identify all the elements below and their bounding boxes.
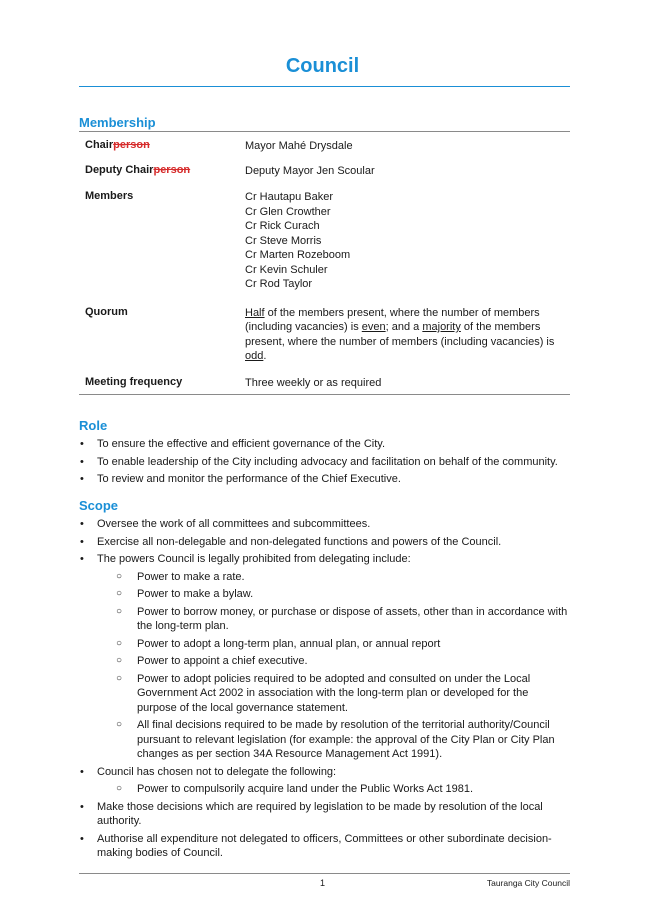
chair-value: Mayor Mahé Drysdale bbox=[245, 132, 570, 159]
member-name: Cr Rick Curach bbox=[245, 220, 320, 232]
list-item: • The powers Council is legally prohibited from delegating include: ○ Power to make a rate. ○ Power to make a bylaw. ○ Power to borrow money, or purchase or dispose of assets, other than in accordance with the long-term plan. ○ Power to adopt a long-term plan, annual plan, or annual report ○ Power to appoint a chief executive. ○ Power to adopt policies required to be adopted and consulted on under the Local Government Act 2002 in association with the long-term plan or developed for the purpose of the local governance statement. ○ All final decisions required to be made by resolution of the territorial authority/Council pursuant to relevant legislation (for example: the approval of the City Plan or City Plan changes as per section 34A Resource Management Act 1991). bbox=[79, 552, 570, 762]
struck-text: person bbox=[113, 139, 150, 151]
title-rule bbox=[79, 86, 570, 87]
sub-list-item: ○ Power to compulsorily acquire land under the Public Works Act 1981. bbox=[116, 783, 474, 795]
page-title: Council bbox=[285, 55, 360, 77]
deputy-chair-row bbox=[79, 158, 570, 184]
sub-list-item: ○ Power to adopt a long-term plan, annual plan, or annual report bbox=[116, 637, 441, 650]
list-item: • Council has chosen not to delegate the following: ○ Power to compulsorily acquire land under the Public Works Act 1981. bbox=[79, 765, 570, 797]
meeting-frequency-row bbox=[79, 373, 570, 395]
sub-list-item: ○ Power to make a rate. bbox=[116, 570, 245, 583]
list-item: • To enable leadership of the City including advocacy and facilitation on behalf of the community. bbox=[80, 455, 558, 468]
footer-rule bbox=[79, 873, 570, 874]
not-delegated-list bbox=[97, 782, 570, 797]
meeting-frequency-label: Meeting frequency bbox=[79, 373, 245, 395]
page-number: 1 bbox=[319, 878, 325, 888]
deputy-chair-value: Deputy Mayor Jen Scoular bbox=[245, 165, 375, 177]
member-name: Cr Rod Taylor bbox=[245, 278, 313, 290]
struck-text: person bbox=[153, 164, 191, 176]
list-item: • Exercise all non-delegable and non-delegated functions and powers of the Council. bbox=[80, 535, 502, 548]
member-name: Cr Steve Morris bbox=[245, 234, 322, 247]
role-list bbox=[79, 437, 570, 490]
sub-list-item: ○ All final decisions required to be made by resolution of the territorial authority/Council pursuant to relevant legislation (for example: the approval of the City Plan or City Plan changes as per section 34A Resource Management Act 1991). bbox=[116, 719, 555, 760]
scope-list bbox=[79, 517, 570, 864]
members-list bbox=[245, 184, 570, 300]
members-label: Members bbox=[85, 190, 134, 202]
list-item: • To review and monitor the performance of the Chief Executive. bbox=[80, 473, 401, 485]
role-heading: Role bbox=[79, 418, 108, 433]
quorum-row bbox=[79, 300, 570, 373]
scope-heading: Scope bbox=[79, 498, 119, 513]
member-name: Cr Hautapu Baker bbox=[245, 191, 334, 203]
prohibited-powers-list bbox=[97, 570, 570, 762]
footer-organisation: Tauranga City Council bbox=[486, 878, 570, 888]
membership-heading: Membership bbox=[79, 115, 156, 130]
quorum-value: Half of the members present, where the number of members (including vacancies) is even; and a majority of the members present, where the number of members (including vacancies) is odd. bbox=[245, 306, 555, 362]
list-item: • To ensure the effective and efficient governance of the City. bbox=[80, 438, 386, 450]
members-row bbox=[79, 184, 570, 300]
member-name: Cr Kevin Schuler bbox=[245, 263, 328, 276]
sub-list-item: ○ Power to borrow money, or purchase or dispose of assets, other than in accordance with the long-term plan. bbox=[116, 605, 568, 632]
member-name: Cr Marten Rozeboom bbox=[245, 249, 351, 261]
list-item: • Make those decisions which are required by legislation to be made by resolution of the local authority. bbox=[80, 800, 543, 827]
list-item: • Oversee the work of all committees and subcommittees. bbox=[80, 518, 371, 530]
quorum-label: Quorum bbox=[85, 305, 128, 318]
member-name: Cr Glen Crowther bbox=[245, 205, 331, 218]
meeting-frequency-value: Three weekly or as required bbox=[245, 373, 570, 395]
deputy-chair-label: Deputy Chairperson bbox=[85, 164, 191, 176]
chair-row bbox=[79, 132, 570, 159]
sub-list-item: ○ Power to adopt policies required to be adopted and consulted on under the Local Government Act 2002 in association with the long-term plan or developed for the purpose of the local governance statement. bbox=[116, 672, 531, 714]
membership-table bbox=[79, 131, 570, 395]
sub-list-item: ○ Power to appoint a chief executive. bbox=[116, 655, 308, 667]
chair-label: Chairperson bbox=[79, 132, 245, 159]
list-item: • Authorise all expenditure not delegated to officers, Committees or other subordinate decision-making bodies of Council. bbox=[80, 832, 552, 859]
sub-list-item: ○ Power to make a bylaw. bbox=[116, 588, 254, 600]
